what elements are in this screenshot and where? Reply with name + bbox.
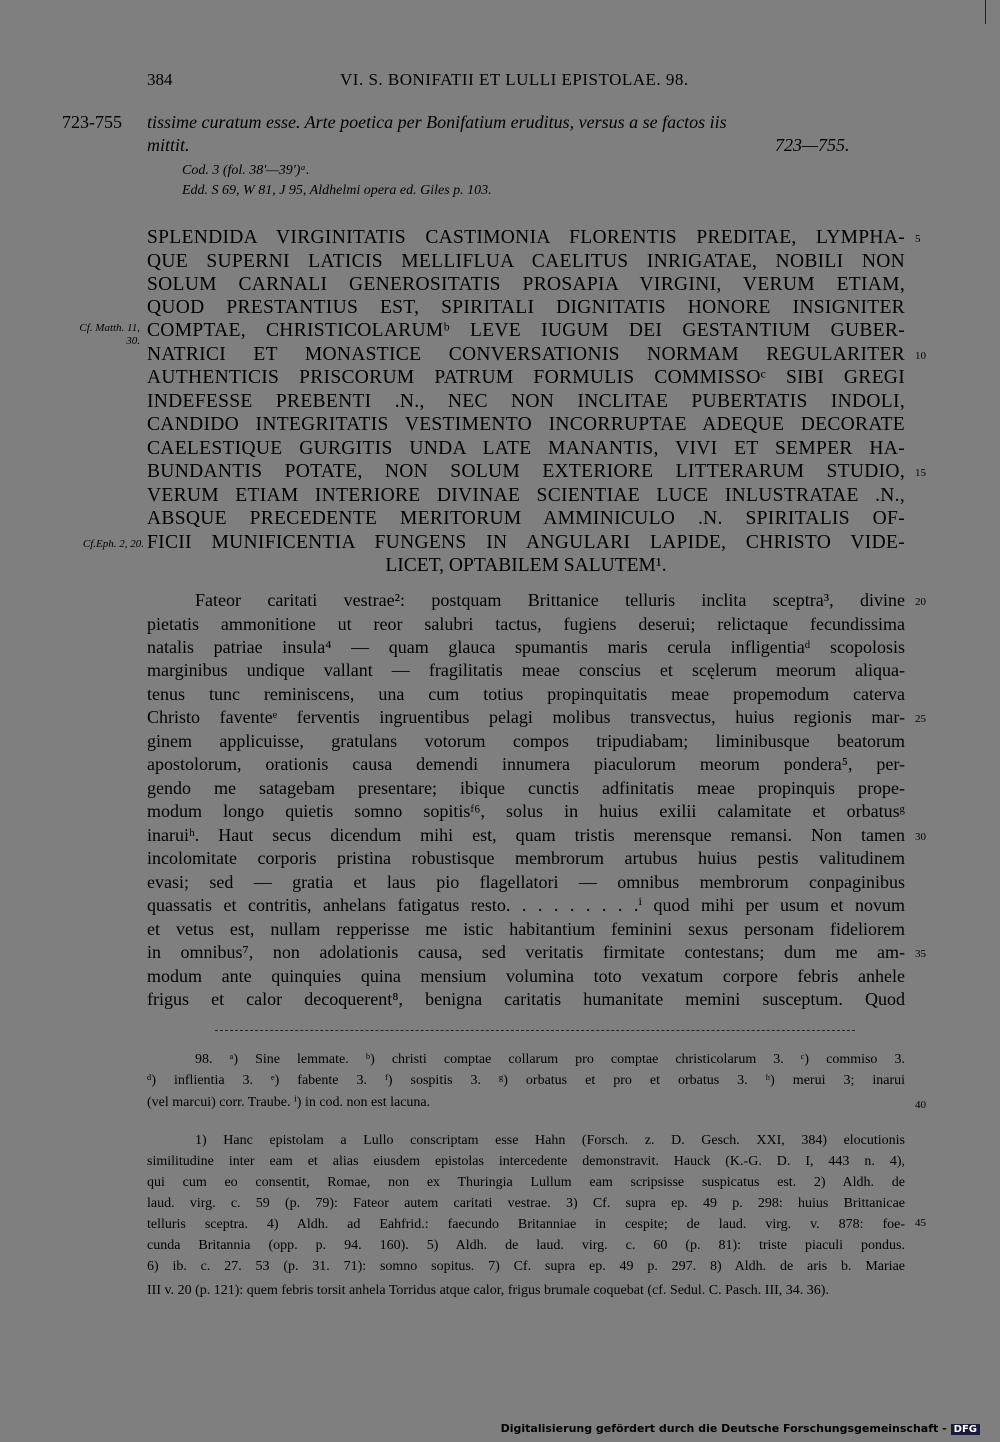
salutation-line: QUE SUPERNI LATICIS MELLIFLUA CAELITUS INRIGATAE, NOBILI NON bbox=[147, 251, 905, 272]
body-line: modum ante quinquies quina mensium volumina toto vexatum corpore febris anhele bbox=[147, 966, 905, 986]
salutation-line: FICII MUNIFICENTIA FUNGENS IN ANGULARI LAPIDE, CHRISTO VIDE- bbox=[147, 532, 905, 553]
salutation-line: VERUM ETIAM INTERIORE DIVINAE SCIENTIAE LUCE INLUSTRATAE .N., bbox=[147, 485, 905, 506]
body-line: ginem applicuisse, gratulans votorum compos tripudiabam; liminibusque beatorum bbox=[147, 731, 905, 751]
salutation-line: BUNDANTIS POTATE, NON SOLUM EXTERIORE LITTERARUM STUDIO, bbox=[147, 461, 905, 482]
salutation-line: AUTHENTICIS PRISCORUM PATRUM FORMULIS COMMISSOᶜ SIBI GREGI bbox=[147, 367, 905, 388]
salutation-line: COMPTAE, CHRISTICOLARUMᵇ LEVE IUGUM DEI GESTANTIUM GUBER- bbox=[147, 320, 905, 341]
body-line: et vetus est, nullam repperisse me istic habitantium feminini sexus personam fideliorem bbox=[147, 919, 905, 939]
line-number: 40 bbox=[915, 1099, 926, 1111]
margin-ref-eph: Cf.Eph. 2, 20. bbox=[82, 538, 144, 550]
line-number: 30 bbox=[915, 831, 926, 843]
corner-rule bbox=[985, 0, 1000, 24]
body-line: Fateor caritati vestrae²: postquam Brittanice telluris inclita sceptra³, divine bbox=[195, 590, 905, 610]
body-line: tenus tunc reminiscens, una cum totius propinquitatis meae propemodum caterva bbox=[147, 684, 905, 704]
body-line: pietatis ammonitione ut reor salubri tactus, fugiens deserui; relictaque fecundissima bbox=[147, 614, 905, 634]
summary-line-1: tissime curatum esse. Arte poetica per Bonifatium eruditus, versus a se factos iis bbox=[147, 112, 727, 132]
body-line: incolomitate corporis pristina robustisque membrorum artubus huius pestis valitudinem bbox=[147, 848, 905, 868]
salutation-line: SOLUM CARNALI GENEROSITATIS PROSAPIA VIRGINI, VERUM ETIAM, bbox=[147, 274, 905, 295]
line-number: 25 bbox=[915, 713, 926, 725]
apparatus-line: (vel marcui) corr. Traube. ⁱ) in cod. non est lacuna. bbox=[147, 1095, 431, 1110]
digitization-credit bbox=[501, 1422, 980, 1435]
salutation-line: CAELESTIQUE GURGITIS UNDA LATE MANANTIS, VIVI ET SEMPER HA- bbox=[147, 438, 905, 459]
dfg-logo: DFG bbox=[951, 1424, 980, 1435]
codex-line: Cod. 3 (fol. 38'—39')ᵃ. bbox=[182, 163, 310, 178]
apparatus-line: 98. ᵃ) Sine lemmate. ᵇ) christi comptae collarum pro comptae christicolarum 3. ᶜ) commiso 3. bbox=[195, 1052, 905, 1067]
body-line: marginibus undique vallant — fragilitatis meae conscius et scęlerum meorum aliqua- bbox=[147, 660, 905, 680]
line-number: 10 bbox=[915, 350, 926, 362]
body-line: gendo me satagebam presentare; ibique cunctis adfinitatis meae propinquis prope- bbox=[147, 778, 905, 798]
salutation-line: INDEFESSE PREBENTI .N., NEC NON INCLITAE PUBERTATIS INDOLI, bbox=[147, 391, 905, 412]
salutation-line: CANDIDO INTEGRITATIS VESTIMENTO INCORRUPTAE ADEQUE DECORATE bbox=[147, 414, 905, 435]
date-range-end: 723—755. bbox=[775, 135, 850, 155]
note-line: 1) Hanc epistolam a Lullo conscriptam esse Hahn (Forsch. z. D. Gesch. XXI, 384) elocutionis bbox=[195, 1133, 905, 1148]
note-line: cunda Britannia (opp. p. 94. 160). 5) Aldh. de laud. virg. c. 60 (p. 81): triste piaculi pondus. bbox=[147, 1238, 905, 1253]
page-number: 384 bbox=[147, 70, 173, 89]
date-range-margin: 723-755 bbox=[62, 112, 122, 132]
note-line: laud. virg. c. 59 (p. 79): Fateor autem caritati vestrae. 3) Cf. supra ep. 49 p. 298: huius Brittanicae bbox=[147, 1196, 905, 1211]
line-number: 15 bbox=[915, 467, 926, 479]
line-number: 35 bbox=[915, 948, 926, 960]
body-line: modum longo quietis somno sopitisᶠ⁶, solus in huius exilii calamitate et orbatusᵍ bbox=[147, 801, 905, 821]
body-line: in omnibus⁷, non adolationis causa, sed veritatis firmitate contestans; dum me am- bbox=[147, 942, 905, 962]
salutation-line: NATRICI ET MONASTICE CONVERSATIONIS NORMAM REGULARITER bbox=[147, 344, 905, 365]
body-line: natalis patriae insula⁴ — quam glauca spumantis maris cerula infligentiaᵈ scopolosis bbox=[147, 637, 905, 657]
body-line: quassatis et contritis, anhelans fatigatus resto. . . . . . . . .ⁱ quod mihi per usum et novum bbox=[147, 895, 905, 915]
summary-line-2: mittit. bbox=[147, 135, 190, 155]
salutation-last-line: LICET, OPTABILEM SALUTEM¹. bbox=[385, 555, 667, 576]
margin-ref-matth: Cf. Matth. 11, 30. bbox=[79, 322, 140, 347]
body-line: inaruiʰ. Haut secus dicendum mihi est, quam tristis merensque remansi. Non tamen bbox=[147, 825, 905, 845]
body-line: frigus et calor decoquerent⁸, benigna caritatis humanitate memini susceptum. Quod bbox=[147, 989, 905, 1009]
note-last: III v. 20 (p. 121): quem febris torsit anhela Torridus atque calor, frigus brumale coquebat (cf. Sedul. C. Pasch. III, 34. 36). bbox=[147, 1283, 829, 1298]
footnote-separator bbox=[215, 1030, 855, 1031]
salutation-line: ABSQUE PRECEDENTE MERITORUM AMMINICULO .N. SPIRITALIS OF- bbox=[147, 508, 905, 529]
note-line: similitudine inter eam et alias eiusdem epistolas intercedente demonstravit. Hauck (K.-G. D. I, 443 n. 4), bbox=[147, 1154, 905, 1169]
body-line: evasi; sed — gratia et laus pio flagellatori — omnibus membrorum conpaginibus bbox=[147, 872, 905, 892]
salutation-line: QUOD PRESTANTIUS EST, SPIRITALI DIGNITATIS HONORE INSIGNITER bbox=[147, 297, 905, 318]
line-number: 5 bbox=[915, 233, 921, 245]
body-line: Christo faventeᵉ ferventis ingruentibus pelagi molibus transvectus, huius regionis mar- bbox=[147, 707, 905, 727]
line-number: 20 bbox=[915, 596, 926, 608]
credit-text: Digitalisierung gefördert durch die Deutsche Forschungsgemeinschaft - bbox=[500, 1422, 947, 1435]
note-line: 6) ib. c. 27. 53 (p. 31. 71): somno sopitus. 7) Cf. supra ep. 49 p. 297. 8) Aldh. de aris b. Mariae bbox=[147, 1259, 905, 1274]
line-number: 45 bbox=[915, 1217, 926, 1229]
running-title: VI. S. BONIFATII ET LULLI EPISTOLAE. 98. bbox=[340, 70, 689, 89]
salutation-line: SPLENDIDA VIRGINITATIS CASTIMONIA FLORENTIS PREDITAE, LYMPHA- bbox=[147, 227, 905, 248]
editions-line: Edd. S 69, W 81, J 95, Aldhelmi opera ed. Giles p. 103. bbox=[182, 183, 492, 198]
body-line: apostolorum, orationis causa demendi innumera piaculorum meorum pondera⁵, per- bbox=[147, 754, 905, 774]
note-line: telluris sceptra. 4) Aldh. ad Eahfrid.: faecundo Britanniae in cespite; de laud. virg. v. 878: foe- bbox=[147, 1217, 905, 1232]
note-line: qui cum eo consentit, Romae, non ex Thuringia Lullum eam scripsisse suspicatus est. 2) Aldh. de bbox=[147, 1175, 905, 1190]
apparatus-line: ᵈ) inflientia 3. ᵉ) fabente 3. ᶠ) sospitis 3. ᵍ) orbatus et pro et orbatus 3. ʰ) merui 3; inarui bbox=[147, 1073, 905, 1088]
